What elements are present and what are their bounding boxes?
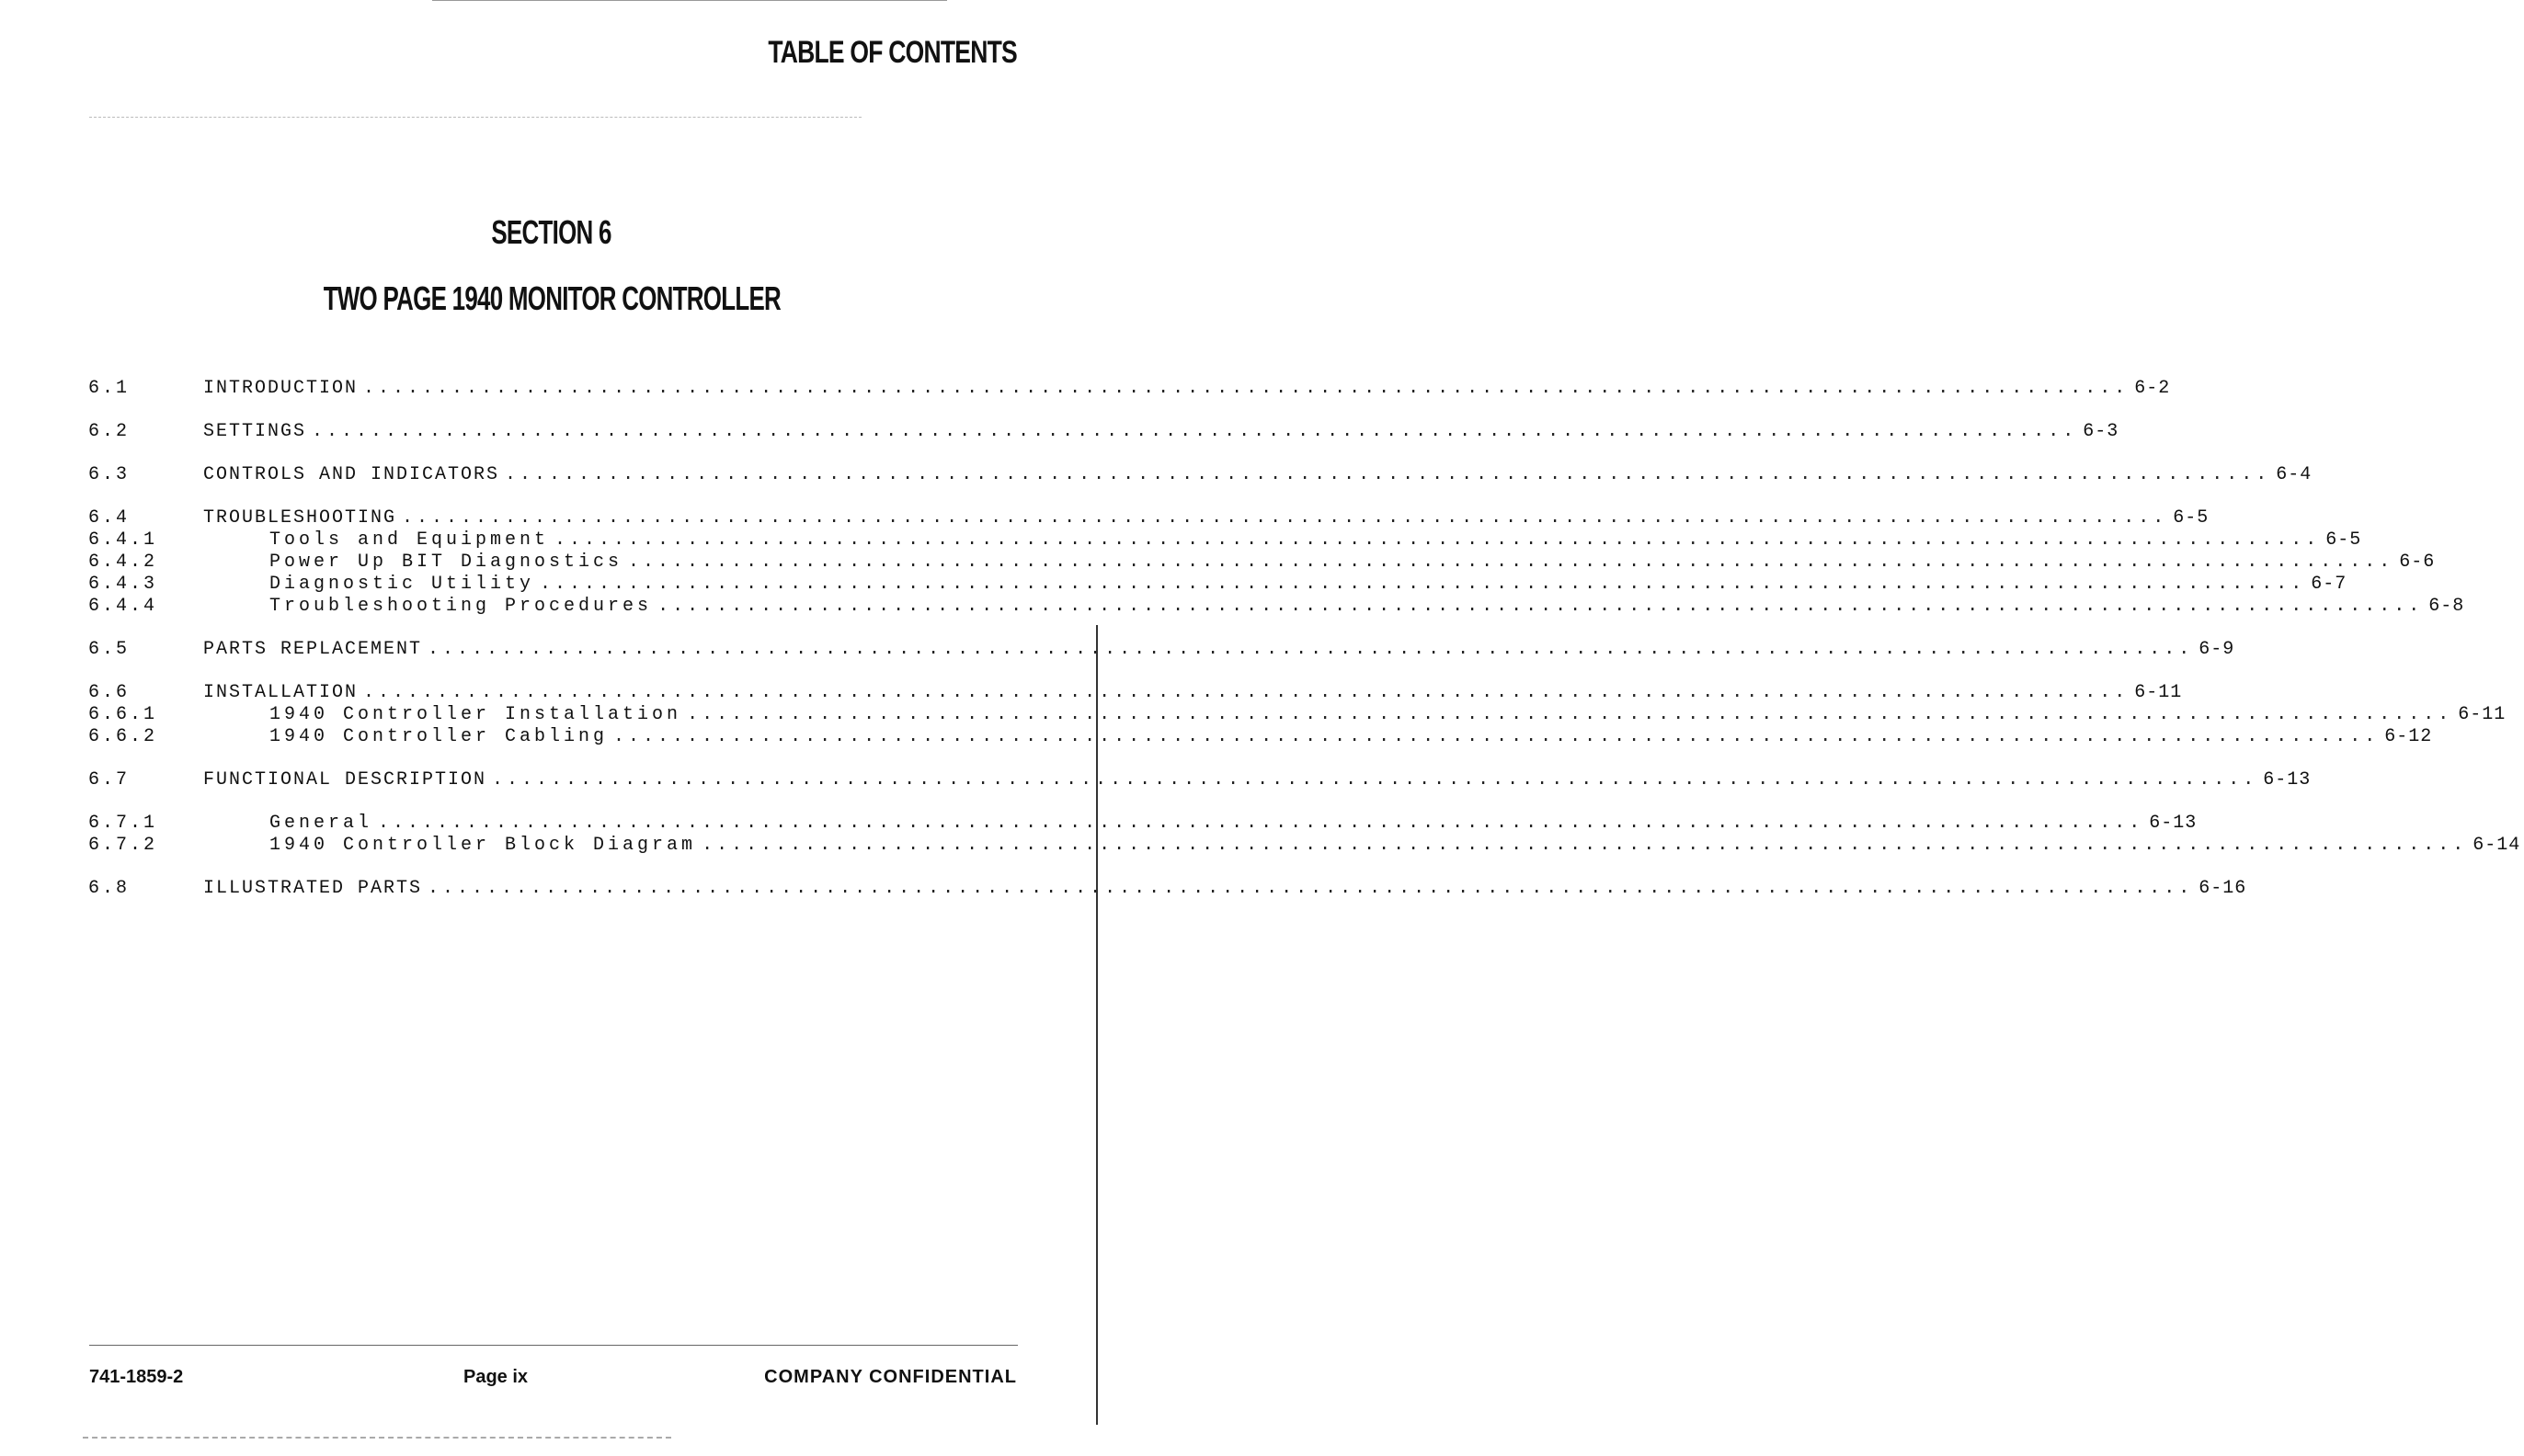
toc-entry-title: General: [269, 813, 373, 834]
toc-entry: [88, 464, 2313, 486]
toc-dot-leader: ........................................................................................................................: [657, 596, 2424, 617]
toc-entry-title: SETTINGS: [203, 421, 307, 442]
toc-entry-title: Troubleshooting Procedures: [269, 596, 653, 617]
toc-entry: [88, 835, 2521, 857]
toc-entry-title: ILLUSTRATED PARTS: [203, 878, 423, 899]
section-title: TWO PAGE 1940 MONITOR CONTROLLER: [323, 279, 781, 317]
toc-dot-leader: ........................................................................................................................: [402, 507, 2168, 529]
toc-entry-number: 6.6.1: [88, 704, 158, 725]
toc-entry-page: 6-16: [2199, 878, 2247, 899]
toc-entry-title: PARTS REPLACEMENT: [203, 639, 423, 660]
toc-entry-page: 6-13: [2263, 769, 2312, 791]
toc-entry: [88, 574, 2347, 596]
page-header-title: TABLE OF CONTENTS: [768, 35, 1017, 70]
toc-dot-leader: ........................................................................................................................: [363, 378, 2130, 399]
toc-entry-number: 6.4: [88, 507, 131, 529]
toc-entry-page: 6-13: [2149, 813, 2198, 834]
toc-entry: [88, 421, 2119, 443]
toc-entry-number: 6.7: [88, 769, 131, 791]
toc-entry-page: 6-5: [2325, 529, 2362, 551]
toc-dot-leader: ........................................................................................................................: [505, 464, 2271, 485]
toc-entry: [88, 596, 2465, 618]
toc-entry: [88, 639, 2235, 661]
footer-divider: [89, 1345, 1018, 1346]
toc-entry-page: 6-5: [2173, 507, 2210, 529]
toc-entry-title: CONTROLS AND INDICATORS: [203, 464, 500, 485]
top-edge-rule: [432, 0, 947, 1]
toc-entry: [88, 878, 2247, 900]
footer-page-number: Page ix: [463, 1367, 529, 1387]
toc-dot-leader: ........................................................................................................................: [363, 682, 2130, 703]
toc-entry: [88, 704, 2507, 726]
toc-entry: [88, 726, 2433, 748]
toc-entry: [88, 507, 2210, 529]
toc-entry-page: 6-12: [2384, 726, 2433, 747]
toc-entry-title: FUNCTIONAL DESCRIPTION: [203, 769, 487, 791]
toc-entry-page: 6-4: [2276, 464, 2313, 485]
toc-dot-leader: ........................................................................................................................: [702, 835, 2468, 856]
toc-entry-number: 6.7.2: [88, 835, 158, 856]
toc-entry-number: 6.2: [88, 421, 131, 442]
toc-dot-leader: ........................................................................................................................: [540, 574, 2306, 595]
toc-entry-number: 6.5: [88, 639, 131, 660]
toc-entry: [88, 769, 2312, 791]
toc-entry-number: 6.6.2: [88, 726, 158, 747]
toc-entry-number: 6.4.2: [88, 552, 158, 573]
toc-entry-number: 6.1: [88, 378, 131, 399]
toc-entry-number: 6.4.4: [88, 596, 158, 617]
toc-dot-leader: ........................................................................................................................: [492, 769, 2258, 791]
toc-entry-title: 1940 Controller Cabling: [269, 726, 609, 747]
header-divider: [89, 117, 862, 118]
toc-dot-leader: ........................................................................................................................: [687, 704, 2453, 725]
toc-entry-page: 6-2: [2134, 378, 2171, 399]
toc-entry-title: Tools and Equipment: [269, 529, 550, 551]
section-number: SECTION 6: [491, 213, 612, 251]
toc-entry-page: 6-3: [2083, 421, 2119, 442]
toc-entry-page: 6-7: [2311, 574, 2347, 595]
toc-entry-number: 6.4.1: [88, 529, 158, 551]
toc-dot-leader: ........................................................................................................................: [554, 529, 2321, 551]
toc-dot-leader: ........................................................................................................................: [613, 726, 2380, 747]
table-of-contents: [88, 378, 2521, 900]
toc-entry-number: 6.4.3: [88, 574, 158, 595]
toc-entry-page: 6-6: [2399, 552, 2436, 573]
toc-entry-title: 1940 Controller Block Diagram: [269, 835, 697, 856]
toc-entry-page: 6-9: [2199, 639, 2235, 660]
toc-dot-leader: ........................................................................................................................: [312, 421, 2078, 442]
toc-entry-number: 6.6: [88, 682, 131, 703]
footer-document-number: 741-1859-2: [89, 1367, 184, 1387]
toc-entry-title: INTRODUCTION: [203, 378, 359, 399]
toc-entry-title: TROUBLESHOOTING: [203, 507, 397, 529]
toc-entry-page: 6-11: [2134, 682, 2183, 703]
toc-entry-number: 6.3: [88, 464, 131, 485]
toc-dot-leader: ........................................................................................................................: [628, 552, 2394, 573]
toc-entry-title: INSTALLATION: [203, 682, 359, 703]
toc-dot-leader: ........................................................................................................................: [428, 878, 2194, 899]
footer-confidentiality: COMPANY CONFIDENTIAL: [764, 1367, 1017, 1387]
toc-entry-number: 6.8: [88, 878, 131, 899]
toc-entry-title: Power Up BIT Diagnostics: [269, 552, 623, 573]
toc-entry-number: 6.7.1: [88, 813, 158, 834]
toc-entry: [88, 552, 2436, 574]
bottom-edge-rule: [83, 1437, 671, 1439]
toc-entry-page: 6-14: [2473, 835, 2521, 856]
toc-entry-page: 6-8: [2428, 596, 2465, 617]
toc-entry: [88, 813, 2198, 835]
toc-entry: [88, 529, 2362, 552]
toc-entry-page: 6-11: [2458, 704, 2507, 725]
toc-entry: [88, 682, 2183, 704]
page-edge-line: [1096, 625, 1098, 1425]
toc-dot-leader: ........................................................................................................................: [378, 813, 2144, 834]
toc-entry: [88, 378, 2171, 400]
toc-dot-leader: ........................................................................................................................: [428, 639, 2194, 660]
toc-entry-title: Diagnostic Utility: [269, 574, 535, 595]
toc-entry-title: 1940 Controller Installation: [269, 704, 682, 725]
